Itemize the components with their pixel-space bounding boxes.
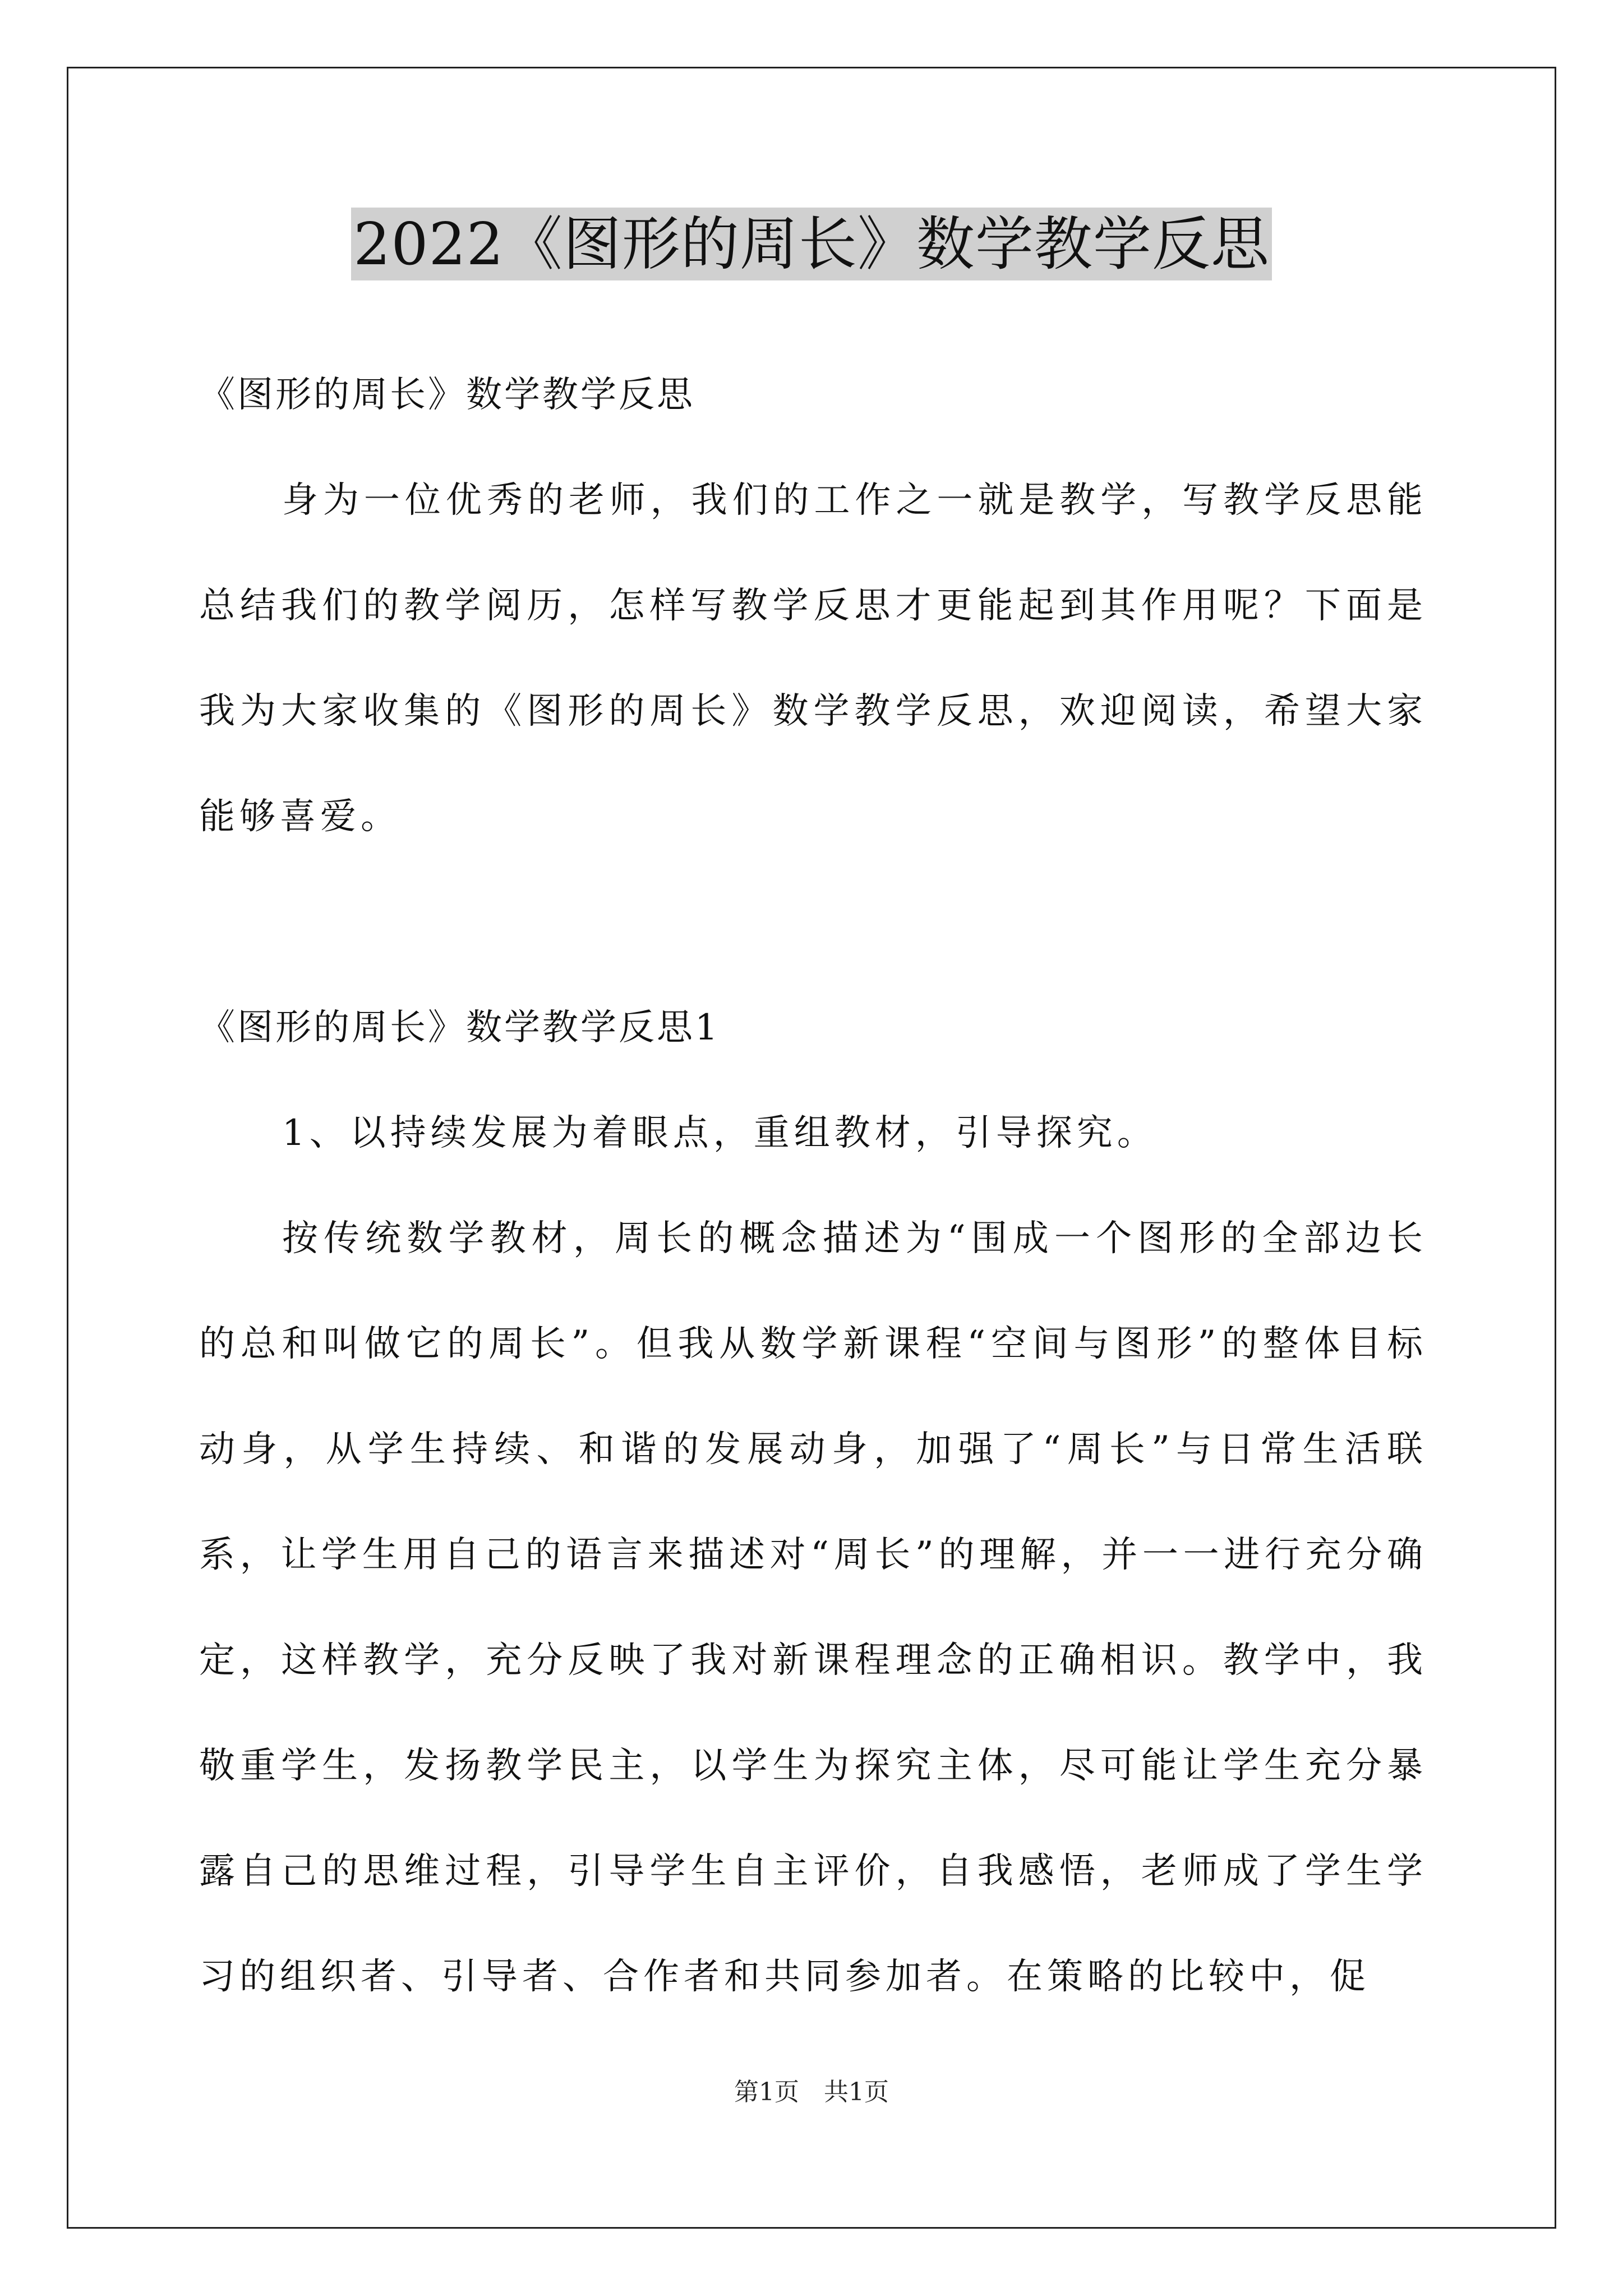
page-footer: 第1页 共1页 (734, 2078, 889, 2106)
paragraph-gap (199, 869, 1427, 975)
point-paragraph: 1、以持续发展为着眼点，重组教材，引导探究。 (282, 1112, 1158, 1154)
intro-paragraph: 身为一位优秀的老师，我们的工作之一就是教学，写教学反思能总结我们的教学阅历，怎样写教学反思才更能起到其作用呢？下面是我为大家收集的《图形的周长》数学教学反思，欢迎阅读，希望大家能够喜爱。 (199, 480, 1427, 838)
document-body (199, 342, 1427, 2030)
document-subtitle: 《图形的周长》数学教学反思 (199, 374, 695, 416)
title-container (0, 208, 1623, 280)
body-paragraph: 按传统数学教材，周长的概念描述为“围成一个图形的全部边长的总和叫做它的周长”。但我从数学新课程“空间与图形”的整体目标动身，从学生持续、和谐的发展动身，加强了“周长”与日常生活联系，让学生用自己的语言来描述对“周长”的理解，并一一进行充分确定，这样教学，充分反映了我对新课程理念的正确相识。教学中，我敬重学生，发扬教学民主，以学生为探究主体，尽可能让学生充分暴露自己的思维过程，引导学生自主评价，自我感悟，老师成了学生学习的组织者、引导者、合作者和共同参加者。在策略的比较中，促 (199, 1218, 1427, 1998)
section-heading: 《图形的周长》数学教学反思1 (199, 1007, 720, 1048)
document-title: 2022《图形的周长》数学教学反思 (351, 208, 1272, 280)
